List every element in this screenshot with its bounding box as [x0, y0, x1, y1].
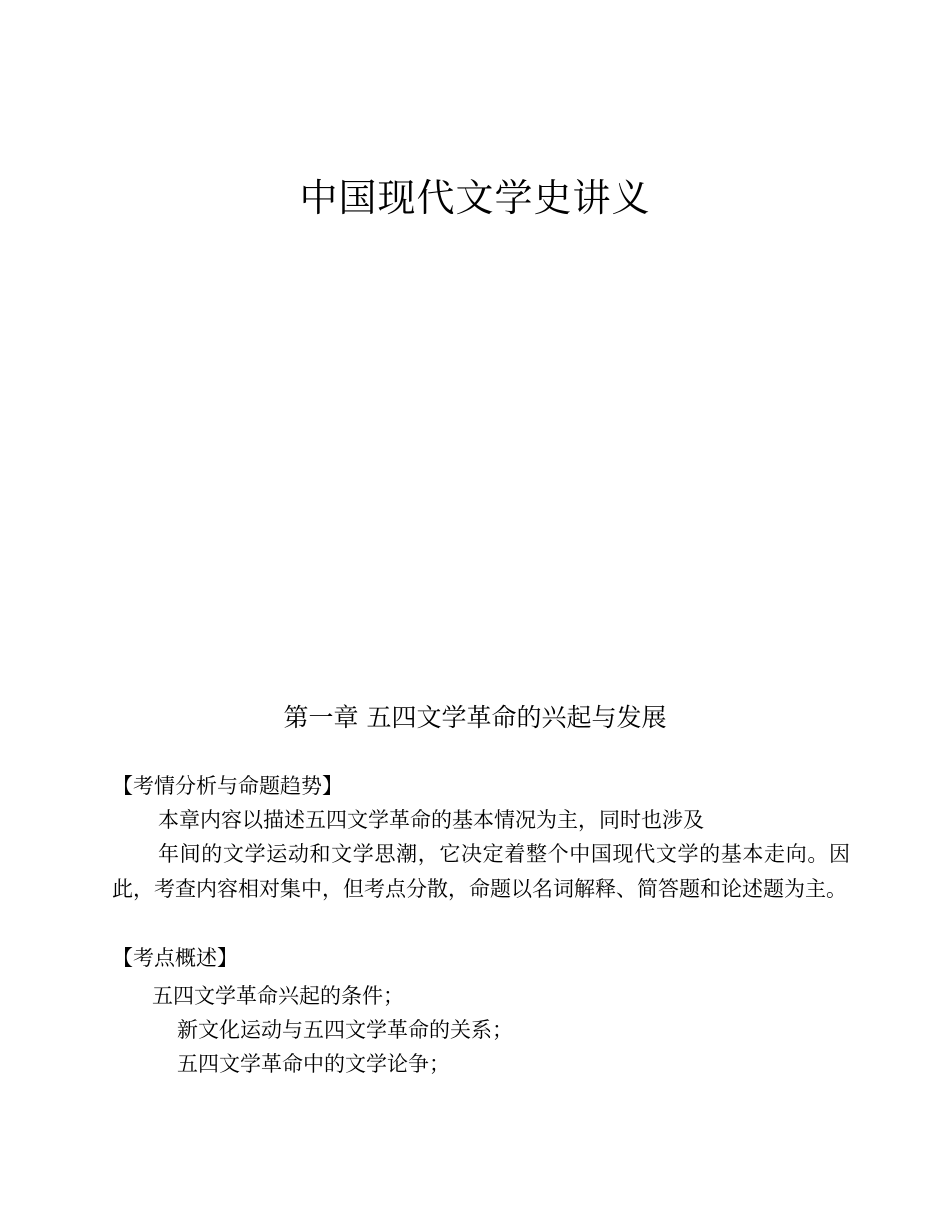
overview-heading: 【考点概述】 — [112, 946, 238, 970]
analysis-heading: 【考情分析与命题趋势】 — [112, 774, 343, 798]
chapter-title: 第一章 五四文学革命的兴起与发展 — [283, 703, 667, 732]
analysis-first-line: 本章内容以描述五四文学革命的基本情况为主，同时也涉及 — [158, 808, 704, 832]
analysis-paragraph: 年间的文学运动和文学思潮，它决定着整个中国现代文学的基本走向。因此，考查内容相对集中，但考点分散，命题以名词解释、简答题和论述题为主。 — [112, 842, 850, 901]
document-title: 中国现代文学史讲义 — [299, 176, 651, 220]
overview-item: 新文化运动与五四文学革命的关系； — [177, 1018, 513, 1042]
overview-item: 五四文学革命中的文学论争； — [177, 1052, 450, 1076]
overview-item: 五四文学革命兴起的条件； — [152, 984, 404, 1008]
